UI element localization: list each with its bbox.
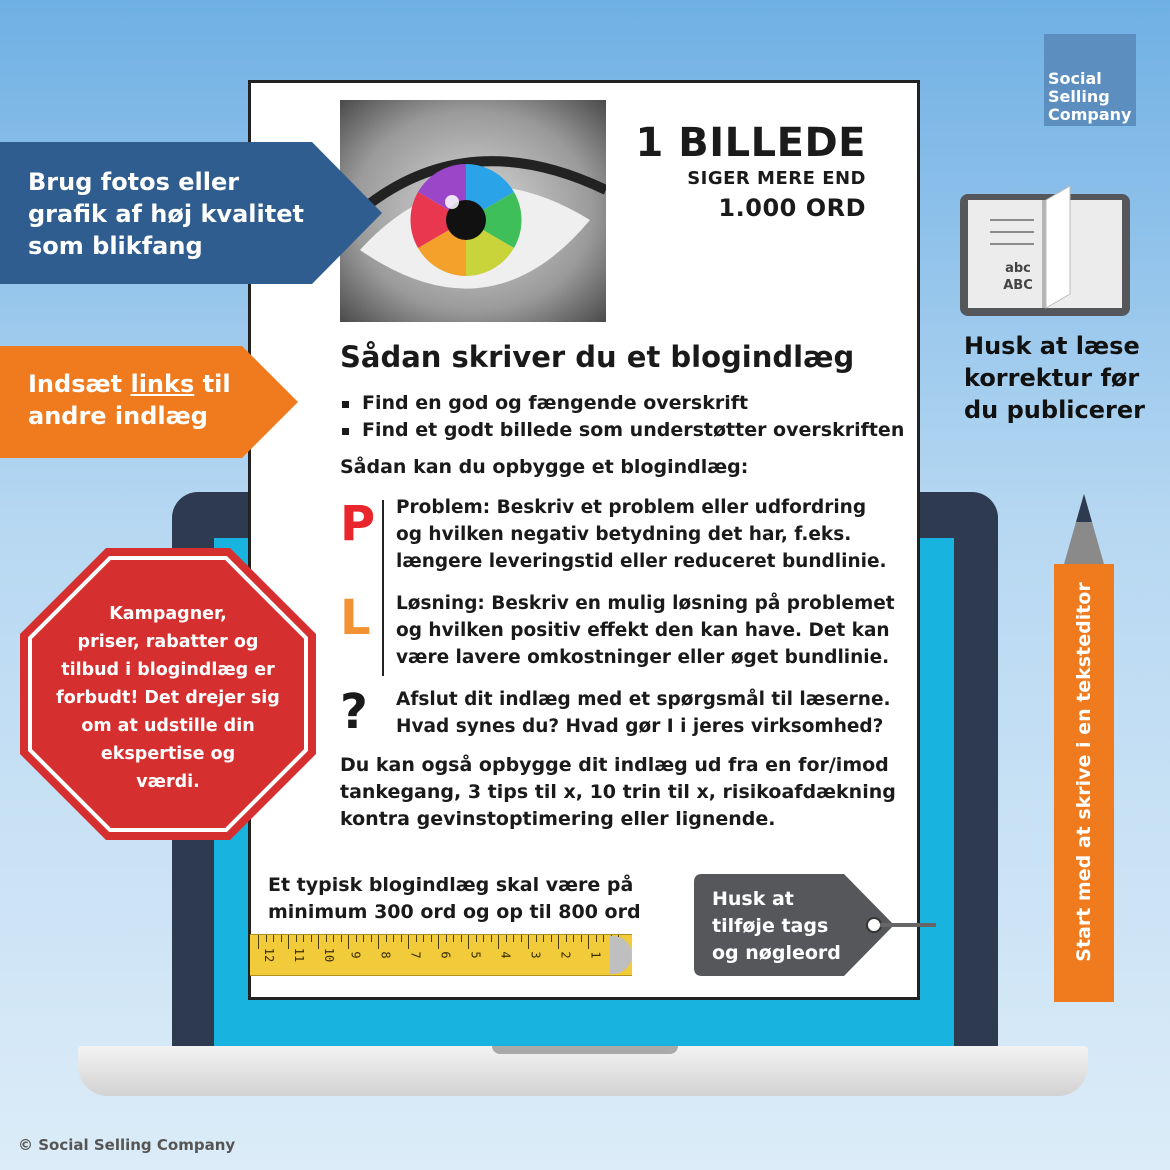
step-separator [382, 500, 384, 676]
ruler-number: 8 [378, 951, 393, 959]
ruler-tick [326, 935, 327, 942]
ruler-tick [288, 935, 289, 949]
ruler-tick [498, 935, 499, 949]
ruler-tick [603, 935, 604, 942]
step-line: længere leveringstid eller reduceret bundlinie. [396, 551, 887, 572]
length-note [268, 872, 668, 926]
ruler-number: 3 [528, 951, 543, 959]
length-line: Et typisk blogindlæg skal være på [268, 874, 634, 896]
ruler-number: 7 [408, 951, 423, 959]
tag-text [712, 886, 862, 967]
ruler-tick [483, 935, 484, 942]
headline-small: SIGER MERE END [687, 168, 866, 189]
links-tip-line [28, 368, 268, 400]
ruler-tick [581, 935, 582, 942]
ruler-tick [393, 935, 394, 942]
ruler-tick [378, 935, 379, 949]
ruler-tick [258, 935, 259, 949]
book-text-line: abc [1005, 261, 1031, 276]
ruler-tick [266, 935, 267, 942]
proofreading-line: korrektur før [964, 364, 1140, 392]
ruler-tick [386, 935, 387, 942]
ruler-number: 5 [468, 951, 483, 959]
ruler-tick [438, 935, 439, 949]
ruler-tick [281, 935, 282, 942]
stop-sign-line: priser, rabatter og [77, 632, 259, 652]
step-letter-p: P [340, 496, 376, 552]
tag-string [880, 918, 938, 932]
pencil-text: Start med at skrive i en teksteditor [1073, 582, 1095, 962]
step-line: og hvilken negativ betydning det har, f.eks. [396, 524, 852, 545]
ruler-tick [318, 935, 319, 949]
ruler-tick [371, 935, 372, 942]
step-line: Løsning: Beskriv en mulig løsning på problemet [396, 593, 895, 614]
ruler-number: 9 [348, 951, 363, 959]
tag-line: tilføje tags [712, 915, 829, 937]
photo-tip-line: som blikfang [28, 232, 203, 260]
ruler-tick [528, 935, 529, 949]
step-line: være lavere omkostninger eller øget bundlinie. [396, 647, 890, 668]
bullet-item: Find et godt billede som understøtter overskriften [340, 417, 910, 444]
ruler-number: 10 [322, 947, 337, 963]
ruler-tick [273, 935, 274, 942]
ruler-tick [543, 935, 544, 942]
tag-line: Husk at [712, 888, 794, 910]
bullet-item: Find en god og fængende overskrift [340, 390, 910, 417]
stop-sign-text [40, 600, 296, 796]
proofreading-text [964, 330, 1164, 426]
ruler-tick [521, 935, 522, 942]
ruler-tick [416, 935, 417, 942]
ruler-tick [296, 935, 297, 942]
logo-line: Social [1048, 69, 1102, 88]
links-word: links [130, 370, 195, 398]
closing-line: Du kan også opbygge dit indlæg ud fra en for/imod [340, 754, 889, 776]
stop-sign-line: tilbud i blogindlæg er [61, 660, 275, 680]
ruler-number: 6 [438, 951, 453, 959]
document-title: Sådan skriver du et blogindlæg [340, 340, 855, 374]
ruler-tick [573, 935, 574, 942]
step-line: Afslut dit indlæg med et spørgsmål til læserne. [396, 689, 891, 710]
laptop-notch [492, 1046, 678, 1054]
closing-line: tankegang, 3 tips til x, 10 trin til x, risikoafdækning [340, 781, 896, 803]
step-letter-question: ? [340, 684, 368, 740]
ruler-tick [408, 935, 409, 949]
closing-text [340, 752, 910, 833]
headline-big: 1 BILLEDE [635, 120, 866, 166]
ruler-tick [588, 935, 589, 949]
structure-intro: Sådan kan du opbygge et blogindlæg: [340, 456, 749, 478]
ruler-tick [363, 935, 364, 942]
step-problem-text [396, 494, 896, 575]
proofreading-line: Husk at læse [964, 332, 1140, 360]
links-tip-text [28, 368, 268, 432]
ruler-number: 12 [262, 947, 277, 963]
ruler-tick [476, 935, 477, 942]
book-text-line: ABC [1003, 278, 1033, 293]
logo-line: Selling [1048, 87, 1110, 106]
length-line: minimum 300 ord og op til 800 ord [268, 901, 641, 923]
step-line: Hvad synes du? Hvad gør I i jeres virksomhed? [396, 716, 884, 737]
ruler-tick [491, 935, 492, 942]
ruler-tick [453, 935, 454, 942]
ruler-tick [461, 935, 462, 942]
ruler-tick [566, 935, 567, 942]
stop-sign-line: ekspertise og [100, 744, 236, 764]
step-line: og hvilken positiv effekt den kan have. Det kan [396, 620, 890, 641]
measuring-tape [250, 934, 632, 976]
ruler-tick [311, 935, 312, 942]
ruler-tick [303, 935, 304, 942]
stop-sign-line: om at udstille din [81, 716, 255, 736]
ruler-tick [401, 935, 402, 942]
links-tip-line: andre indlæg [28, 402, 208, 430]
ruler-tick [513, 935, 514, 942]
logo-line: Company [1048, 105, 1132, 124]
stop-sign-line: Kampagner, [109, 604, 227, 624]
ruler-tick [551, 935, 552, 942]
ruler-number: 11 [292, 947, 307, 963]
proofreading-line: du publicerer [964, 396, 1145, 424]
ruler-tick [356, 935, 357, 942]
ruler-tick [423, 935, 424, 942]
ruler-tick [333, 935, 334, 942]
copyright: © Social Selling Company [18, 1136, 236, 1154]
stop-sign-line: forbudt! Det drejer sig [56, 688, 280, 708]
step-question-text [396, 686, 896, 740]
ruler-tick [506, 935, 507, 942]
ruler-tick [431, 935, 432, 942]
bullet-list [340, 390, 910, 444]
tag-line: og nøgleord [712, 942, 841, 964]
ruler-tick [446, 935, 447, 942]
ruler-tick [596, 935, 597, 942]
closing-line: kontra gevinstoptimering eller lignende. [340, 808, 776, 830]
book-text [996, 260, 1040, 294]
ruler-tick [558, 935, 559, 949]
ruler-tick [348, 935, 349, 949]
ruler-number: 4 [498, 951, 513, 959]
photo-tip-line: Brug fotos eller [28, 168, 240, 196]
ruler-tick [536, 935, 537, 942]
photo-tip-text [28, 166, 328, 262]
ruler-number: 2 [558, 951, 573, 959]
ruler-number: 1 [588, 951, 603, 959]
links-tip-prefix: Indsæt [28, 370, 131, 398]
step-line: Problem: Beskriv et problem eller udfordring [396, 497, 867, 518]
company-logo [1044, 34, 1136, 126]
links-tip-suffix: til [194, 370, 231, 398]
headline-medium: 1.000 ORD [718, 194, 866, 222]
ruler-tick [341, 935, 342, 942]
photo-tip-line: grafik af høj kvalitet [28, 200, 304, 228]
book-icon [960, 186, 1130, 316]
step-letter-l: L [340, 590, 371, 646]
ruler-tick [468, 935, 469, 949]
stop-sign-line: værdi. [136, 772, 200, 792]
step-solution-text [396, 590, 896, 671]
